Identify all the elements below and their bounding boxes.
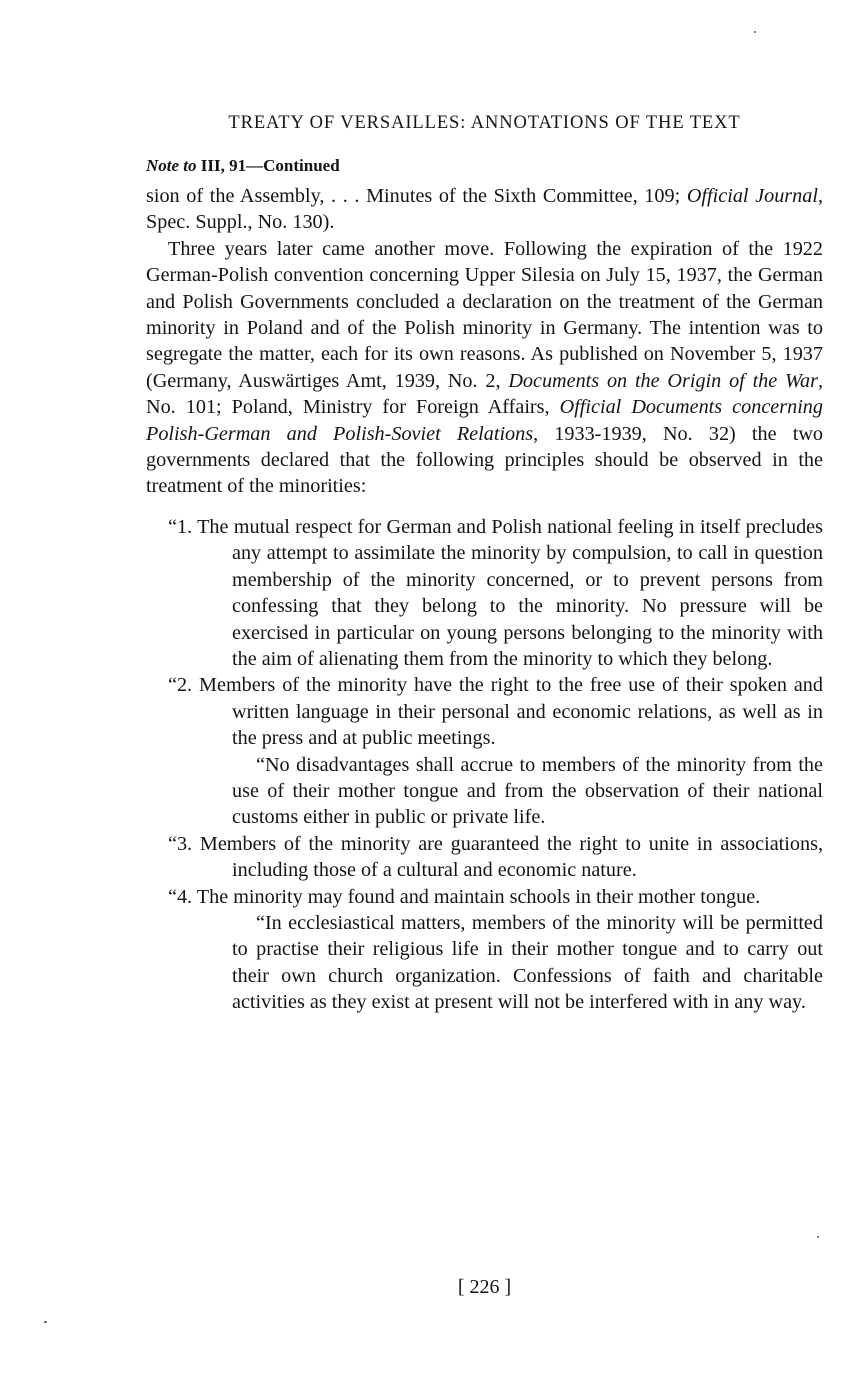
paper-speck <box>44 1321 47 1323</box>
main-paragraph <box>146 236 823 500</box>
principle-4-sub: “In ecclesiastical matters, members of the minority will be permitted to practise their religious life in their mother tongue and to carry out their own church organization. Confessions of faith and charitable activities as they exist at present will not be interfered with in any way. <box>232 911 823 1014</box>
running-title: TREATY OF VERSAILLES: ANNOTATIONS OF THE TEXT <box>228 113 741 133</box>
document-page <box>146 0 823 1380</box>
principle-1: “1. The mutual respect for German and Polish national feeling in itself precludes any attempt to assimilate the minority by compulsion, to call in question membership of the minority concerned, or to prevent persons from confessing that they belong to the minority. No pressure will be exercised in particular on young persons belonging to the minority with the aim of alienating them from the minority to which they belong. <box>168 515 823 670</box>
principle-4: “4. The minority may found and maintain schools in their mother tongue. <box>168 885 761 908</box>
page-number: [ 226 ] <box>457 1276 512 1298</box>
paper-speck <box>754 31 756 33</box>
journal-title: Official Journal <box>686 185 818 207</box>
note-heading <box>146 156 340 176</box>
principle-2: “2. Members of the minority have the right to the free use of their spoken and written language in their personal and economic relations, as well as in the press and at public meetings. <box>168 674 823 750</box>
body-text <box>146 183 823 1016</box>
main-paragraph-italic1: Documents on the Origin of the War <box>508 369 818 392</box>
note-label-rest: III, 91—Continued <box>200 156 340 175</box>
paper-speck <box>817 1236 819 1238</box>
principle-3: “3. Members of the minority are guaranteed the right to unite in associations, including those of a cultural and economic nature. <box>168 832 823 882</box>
note-label-italic: Note to <box>146 156 197 175</box>
main-paragraph-part3: , 1933-1939, No. 32) the two governments declared that the following principles should be observed in the treatment of the minorities: <box>146 422 824 498</box>
journal-citation: , Spec. Suppl., No. 130). <box>146 185 824 234</box>
main-paragraph-italic2: Official Documents concerning Polish-German and Polish-Soviet Relations <box>146 396 823 445</box>
opening-paragraph <box>146 183 823 236</box>
principle-2-sub: “No disadvantages shall accrue to members of the minority from the use of their mother tongue and from the observation of their national customs either in public or private life. <box>232 753 823 829</box>
main-paragraph-part2: , No. 101; Poland, Ministry for Foreign Affairs, <box>146 369 824 419</box>
main-paragraph-part1: Three years later came another move. Following the expiration of the 1922 German-Polish convention concerning Upper Silesia on July 15, 1937, the German and Polish Governments concluded a declaration on the treatment of the German minority in Poland and of the Polish minority in Germany. The intention was to segregate the matter, each for its own reasons. As published on November 5, 1937 (Germany, Auswärtiges Amt, 1939, No. 2, <box>146 237 823 392</box>
opening-line: sion of the Assembly, . . . Minutes of the Sixth Committee, 109; <box>146 185 681 207</box>
